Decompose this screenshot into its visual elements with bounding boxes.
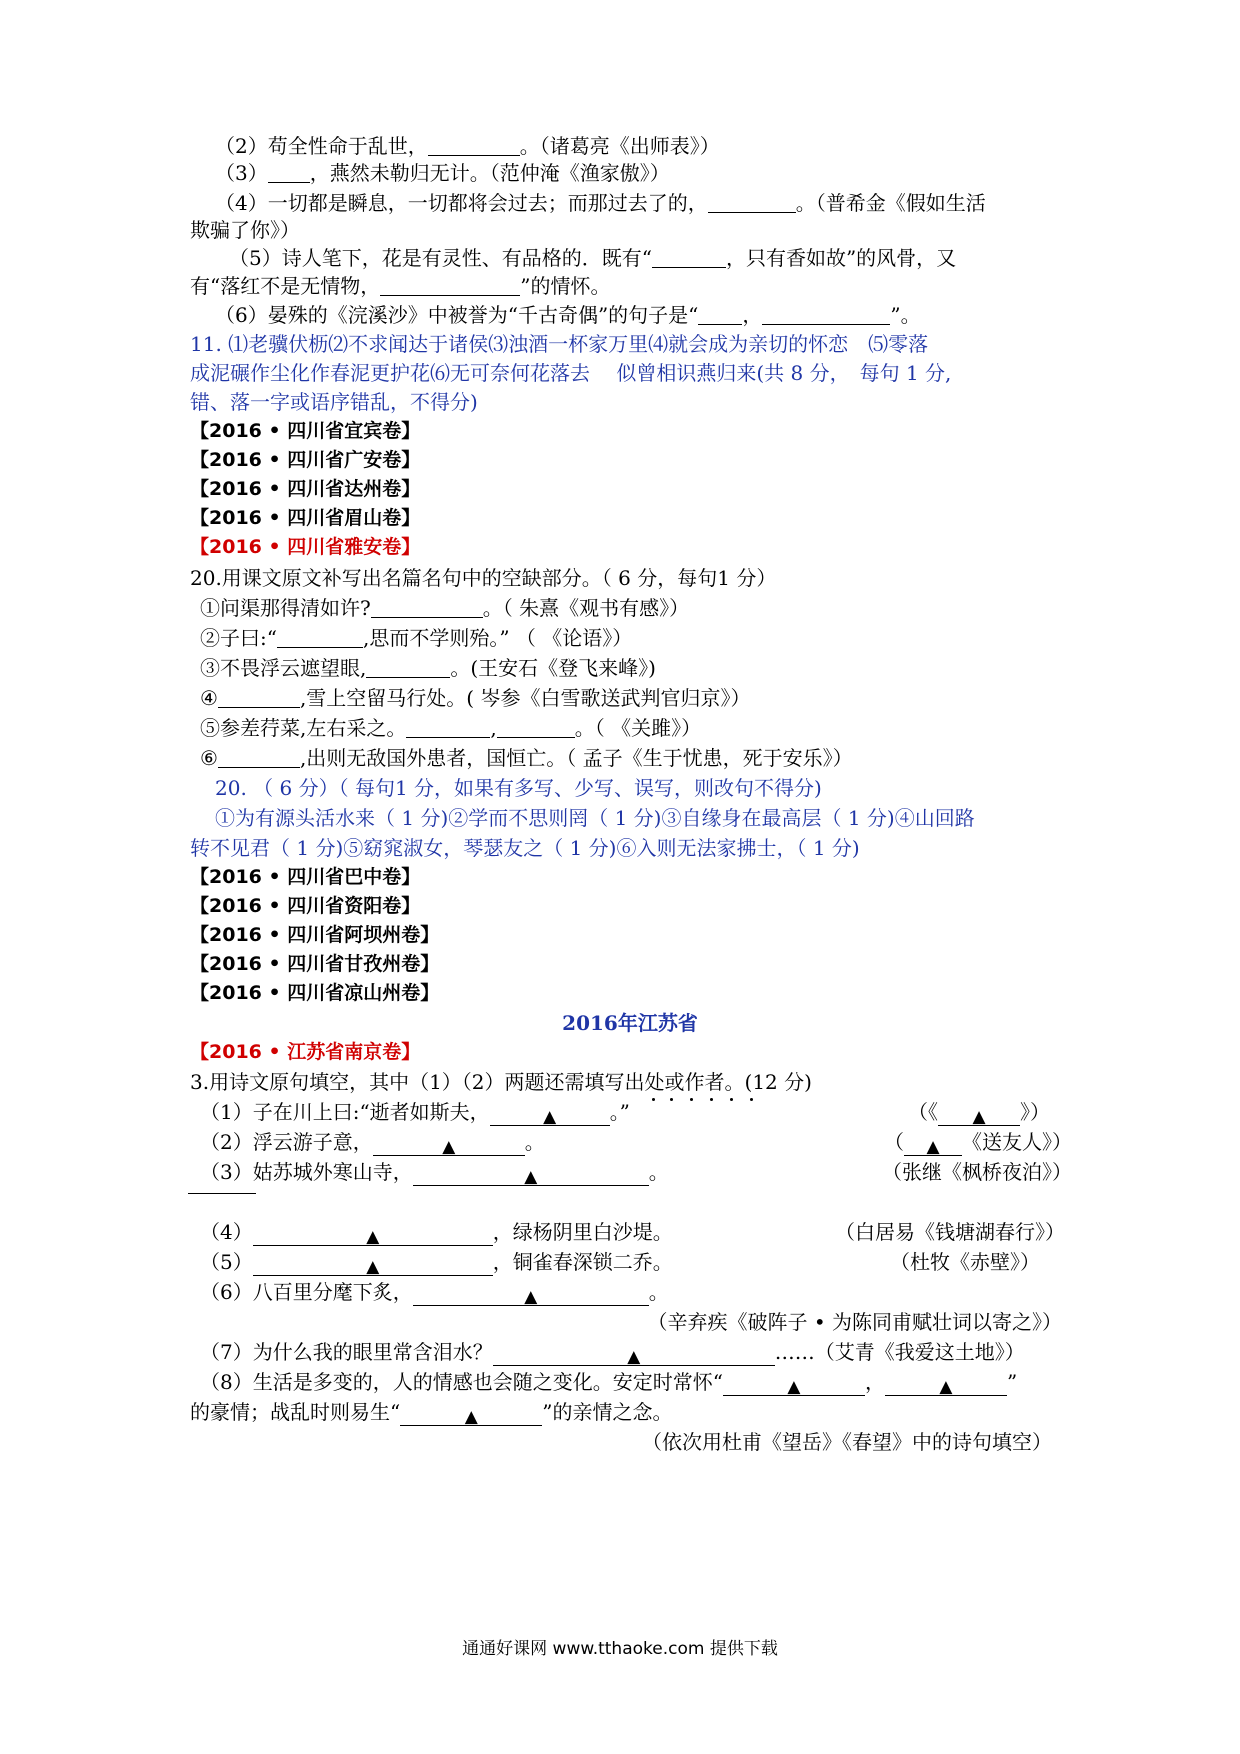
question-line: 有“落红不是无情物， ”的情怀。 (190, 274, 611, 298)
answer-line: ①为有源头活水来（ 1 分)②学而不思则罔（ 1 分)③自缘身在最高层（ 1 分)④山回路 (215, 806, 975, 830)
question-line: （5）诗人笔下，花是有灵性、有品格的．既有“ ，只有香如故”的风骨，又 (229, 246, 957, 270)
fill-blank (413, 1163, 649, 1186)
question-line: （6）八百里分麾下炙， ▲ 。 (200, 1280, 669, 1307)
triangle-icon: ▲ (543, 1107, 557, 1127)
question-line: ③不畏浮云遮望眼, 。(王安石《登飞来峰》) (200, 656, 656, 680)
fill-blank (698, 302, 742, 325)
triangle-icon: ▲ (464, 1407, 478, 1427)
section-header: 【2016 • 四川省阿坝州卷】 (190, 924, 440, 946)
section-header-highlight: 【2016 • 江苏省南京卷】 (190, 1041, 421, 1063)
source-ref: （杜牧《赤壁》） (890, 1250, 1040, 1274)
source-ref: （《 ▲ 》） (908, 1100, 1050, 1127)
source-ref: （ ▲ 《送友人》） (884, 1130, 1072, 1157)
question-line: ⑥ ,出则无敌国外患者，国恒亡。（ 孟子《生于忧患，死于安乐》） (200, 746, 853, 770)
fill-blank (218, 745, 300, 768)
fill-blank (413, 1283, 649, 1306)
fill-blank (652, 245, 726, 268)
question-line: （3） ，燕然未勒归无计。（范仲淹《渔家傲》） (215, 161, 670, 185)
triangle-icon: ▲ (939, 1377, 953, 1397)
fill-blank (938, 1103, 1020, 1126)
fill-blank (885, 1373, 1007, 1396)
answer-line: 错、落一字或语序错乱，不得分) (190, 390, 478, 414)
fill-blank (218, 685, 300, 708)
section-header: 【2016 • 四川省凉山州卷】 (190, 982, 440, 1004)
question-line: （7）为什么我的眼里常含泪水？ ▲ ……（艾青《我爱这土地》） (200, 1340, 1025, 1367)
section-header: 【2016 • 四川省广安卷】 (190, 449, 421, 471)
question-line: ②子曰:“ ,思而不学则殆。” （ 《论语》） (200, 626, 633, 650)
answer-line: 转不见君（ 1 分)⑤窈窕淑女，琴瑟友之（ 1 分)⑥入则无法家拂士，（ 1 分) (190, 836, 860, 860)
fill-blank (253, 1223, 493, 1246)
answer-line: 成泥碾作尘化作春泥更护花⑹无可奈何花落去 似曾相识燕归来(共 8 分， 每句 1 分, (190, 361, 952, 385)
section-header: 【2016 • 四川省甘孜州卷】 (190, 953, 440, 975)
triangle-icon: ▲ (926, 1137, 940, 1157)
question-line: （2）苟全性命于乱世， 。（诸葛亮《出师表》） (215, 134, 720, 158)
question-line: ①问渠那得清如许? 。（ 朱熹《观书有感》） (200, 596, 690, 620)
triangle-icon: ▲ (442, 1137, 456, 1157)
question-line: （6）晏殊的《浣溪沙》中被誉为“千古奇偶”的句子是“ ， ”。 (215, 303, 921, 327)
fill-blank (428, 133, 520, 156)
fill-blank (406, 715, 490, 738)
stray-underline (188, 1193, 256, 1194)
section-title: 2016年江苏省 (562, 1011, 698, 1035)
source-ref: （辛弃疾《破阵子 • 为陈同甫赋壮词以寄之》） (647, 1310, 1062, 1334)
page-footer: 通通好课网 www.tthaoke.com 提供下载 (462, 1639, 778, 1659)
fill-blank (371, 595, 483, 618)
fill-blank (277, 625, 363, 648)
fill-blank (493, 1343, 775, 1366)
answer-line: 11. ⑴老骥伏枥⑵不求闻达于诸侯⑶浊酒一杯家万里⑷就会成为亲切的怀恋 ⑸零落 (190, 332, 929, 356)
question-title: 20.用课文原文补写出名篇名句中的空缺部分。（ 6 分，每句1 分） (190, 566, 777, 590)
triangle-icon: ▲ (787, 1377, 801, 1397)
question-line: 欺骗了你》） (190, 218, 300, 242)
fill-blank (723, 1373, 865, 1396)
fill-blank (268, 160, 310, 183)
answer-line: 20. （ 6 分）（ 每句1 分，如果有多写、少写、误写，则改句不得分) (215, 776, 822, 800)
triangle-icon: ▲ (366, 1257, 380, 1277)
source-ref: （依次用杜甫《望岳》《春望》中的诗句填空） (642, 1430, 1052, 1454)
question-line: 的豪情；战乱时则易生“ ▲ ”的亲情之念。 (190, 1400, 673, 1427)
section-header: 【2016 • 四川省资阳卷】 (190, 895, 421, 917)
question-title: 3.用诗文原句填空，其中（1）（2）两题还需填写出处或作者。(12 分) (190, 1070, 812, 1094)
fill-blank (762, 302, 890, 325)
fill-blank (366, 655, 450, 678)
question-line: （1）子在川上曰:“逝者如斯夫， ▲ 。” （《 ▲ 》） (200, 1096, 1080, 1128)
fill-blank (380, 273, 520, 296)
question-line: ④ ,雪上空留马行处。( 岑参《白雪歌送武判官归京》） (200, 686, 751, 710)
question-line: （4）一切都是瞬息，一切都将会过去；而那过去了的， 。（普希金《假如生活 (215, 191, 986, 215)
fill-blank (253, 1253, 493, 1276)
question-line: （2）浮云游子意， ▲ 。 （ ▲ 《送友人》） (200, 1126, 1080, 1158)
question-line: （8）生活是多变的，人的情感也会随之变化。安定时常怀“ ▲ ， ▲ ” (200, 1370, 1018, 1397)
triangle-icon: ▲ (524, 1287, 538, 1307)
question-line: （3）姑苏城外寒山寺， ▲ 。 （张继《枫桥夜泊》） (200, 1156, 1080, 1188)
fill-blank (490, 1103, 610, 1126)
fill-blank (497, 715, 575, 738)
fill-blank (373, 1133, 525, 1156)
triangle-icon: ▲ (524, 1167, 538, 1187)
triangle-icon: ▲ (972, 1107, 986, 1127)
section-header-highlight: 【2016 • 四川省雅安卷】 (190, 536, 421, 558)
fill-blank (400, 1403, 542, 1426)
triangle-icon: ▲ (366, 1227, 380, 1247)
question-line: （4） ▲ ，绿杨阴里白沙堤。 （白居易《钱塘湖春行》） (200, 1216, 1080, 1248)
fill-blank (708, 190, 796, 213)
section-header: 【2016 • 四川省宜宾卷】 (190, 420, 421, 442)
section-header: 【2016 • 四川省巴中卷】 (190, 866, 421, 888)
fill-blank (904, 1133, 962, 1156)
section-header: 【2016 • 四川省眉山卷】 (190, 507, 421, 529)
triangle-icon: ▲ (627, 1347, 641, 1367)
question-line: （5） ▲ ，铜雀春深锁二乔。 （杜牧《赤壁》） (200, 1246, 1080, 1278)
source-ref: （张继《枫桥夜泊》） (882, 1160, 1072, 1184)
question-line: ⑤参差荇菜,左右采之。 , 。（ 《关雎》） (200, 716, 702, 740)
section-header: 【2016 • 四川省达州卷】 (190, 478, 421, 500)
source-ref: （白居易《钱塘湖春行》） (835, 1220, 1065, 1244)
